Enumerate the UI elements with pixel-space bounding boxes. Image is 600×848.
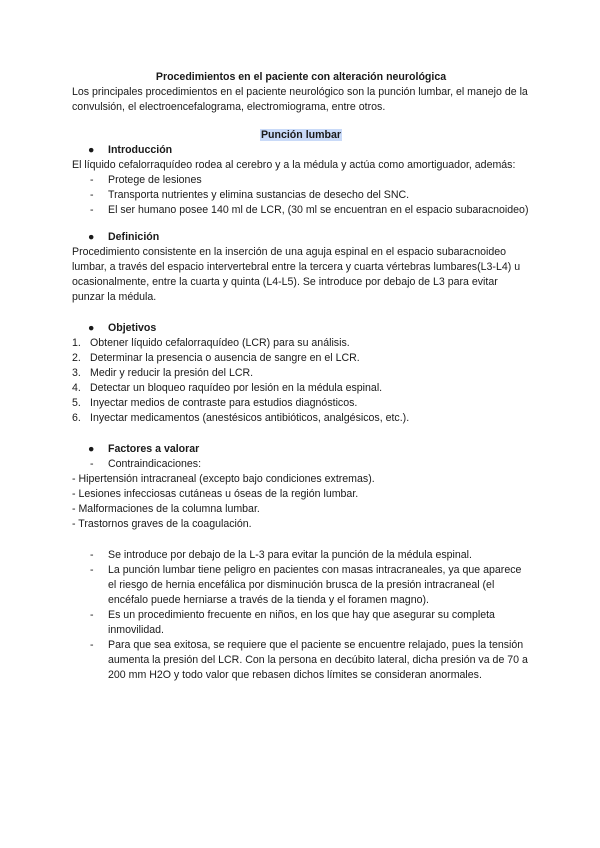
heading-text: Factores a valorar — [108, 443, 200, 455]
list-item-text: El ser humano posee 140 ml de LCR, (30 ml se encuentran en el espacio subaracnoideo) — [108, 204, 529, 216]
bullet-icon: ● — [88, 443, 95, 455]
number-marker: 1. — [72, 337, 81, 349]
heading-text: Introducción — [108, 144, 173, 156]
bullet-icon: ● — [88, 322, 95, 334]
note-text: Es un procedimiento frecuente en niños, en los que hay que asegurar su completa inmovilidad. — [108, 609, 495, 636]
note-text: Para que sea exitosa, se requiere que el paciente se encuentre relajado, pues la tensión aumenta la presión del LCR. Con la persona en decúbito lateral, dicha presión va de 70 a 200 mm H2O y todo valor que rebasen dichos límites se consideran anormales. — [108, 639, 528, 681]
dash-marker: - — [90, 204, 94, 216]
list-item — [72, 351, 530, 366]
note-item — [72, 563, 530, 608]
list-item — [72, 366, 530, 381]
introduccion-text: El líquido cefalorraquídeo rodea al cerebro y a la médula y actúa como amortiguador, además: — [72, 159, 516, 171]
dash-marker: - — [90, 174, 94, 186]
bullet-icon: ● — [88, 231, 95, 243]
sub-heading-text: Contraindicaciones: — [108, 458, 202, 470]
note-text: La punción lumbar tiene peligro en pacientes con masas intracraneales, ya que aparece el riesgo de hernia encefálica por disminución brusca de la presión intracraneal (el encéfalo puede herniarse a través de la tienda y el foramen magno). — [108, 564, 522, 606]
dash-marker: - — [90, 189, 94, 201]
list-item — [72, 188, 530, 203]
dash-marker: - — [90, 609, 94, 621]
note-item — [72, 608, 530, 638]
bullet-icon: ● — [88, 144, 95, 156]
number-marker: 4. — [72, 382, 81, 394]
list-item — [72, 381, 530, 396]
list-item — [72, 336, 530, 351]
heading-objetivos — [72, 321, 530, 336]
heading-factores — [72, 442, 530, 457]
dash-marker: - — [90, 458, 94, 470]
list-item-text: Detectar un bloqueo raquídeo por lesión en la médula espinal. — [90, 382, 383, 394]
heading-definicion — [72, 230, 530, 245]
list-item-text: Inyectar medios de contraste para estudios diagnósticos. — [90, 397, 358, 409]
number-marker: 5. — [72, 397, 81, 409]
document-page — [72, 70, 530, 683]
contraindicaciones-label — [72, 457, 530, 472]
list-item-text: Transporta nutrientes y elimina sustancias de desecho del SNC. — [108, 189, 410, 201]
dash-marker: - — [90, 549, 94, 561]
contra-item: - Trastornos graves de la coagulación. — [72, 518, 252, 530]
dash-marker: - — [90, 639, 94, 651]
note-item — [72, 548, 530, 563]
list-item-text: Inyectar medicamentos (anestésicos antibióticos, analgésicos, etc.). — [90, 412, 410, 424]
contra-item: - Malformaciones de la columna lumbar. — [72, 503, 260, 515]
section-title-highlight: Punción lumbar — [260, 129, 342, 141]
list-item-text: Determinar la presencia o ausencia de sangre en el LCR. — [90, 352, 360, 364]
list-item-text: Medir y reducir la presión del LCR. — [90, 367, 254, 379]
document-title: Procedimientos en el paciente con alteración neurológica — [155, 71, 447, 83]
heading-text: Definición — [108, 231, 160, 243]
contra-item: - Hipertensión intracraneal (excepto bajo condiciones extremas). — [72, 473, 375, 485]
list-item — [72, 173, 530, 188]
list-item — [72, 411, 530, 426]
heading-text: Objetivos — [108, 322, 157, 334]
definicion-text: Procedimiento consistente en la inserción de una aguja espinal en el espacio subaracnoideo lumbar, a través del espacio intervertebral entre la tercera y cuarta vértebras lumbares(L3-L4) u ocasionalmente, entre la cuarta y quinta (L4-L5). Se introduce por debajo de L3 para evitar punzar la médula. — [72, 246, 521, 303]
number-marker: 3. — [72, 367, 81, 379]
number-marker: 6. — [72, 412, 81, 424]
intro-paragraph: Los principales procedimientos en el paciente neurológico son la punción lumbar, el manejo de la convulsión, el electroencefalograma, electromiograma, entre otros. — [72, 86, 528, 113]
note-item — [72, 638, 530, 683]
contra-item: - Lesiones infecciosas cutáneas u óseas de la región lumbar. — [72, 488, 359, 500]
list-item — [72, 203, 530, 218]
number-marker: 2. — [72, 352, 81, 364]
section-title — [72, 128, 530, 143]
dash-marker: - — [90, 564, 94, 576]
list-item — [72, 396, 530, 411]
note-text: Se introduce por debajo de la L-3 para evitar la punción de la médula espinal. — [108, 549, 472, 561]
list-item-text: Protege de lesiones — [108, 174, 202, 186]
heading-introduccion — [72, 143, 530, 158]
list-item-text: Obtener líquido cefalorraquídeo (LCR) para su análisis. — [90, 337, 350, 349]
